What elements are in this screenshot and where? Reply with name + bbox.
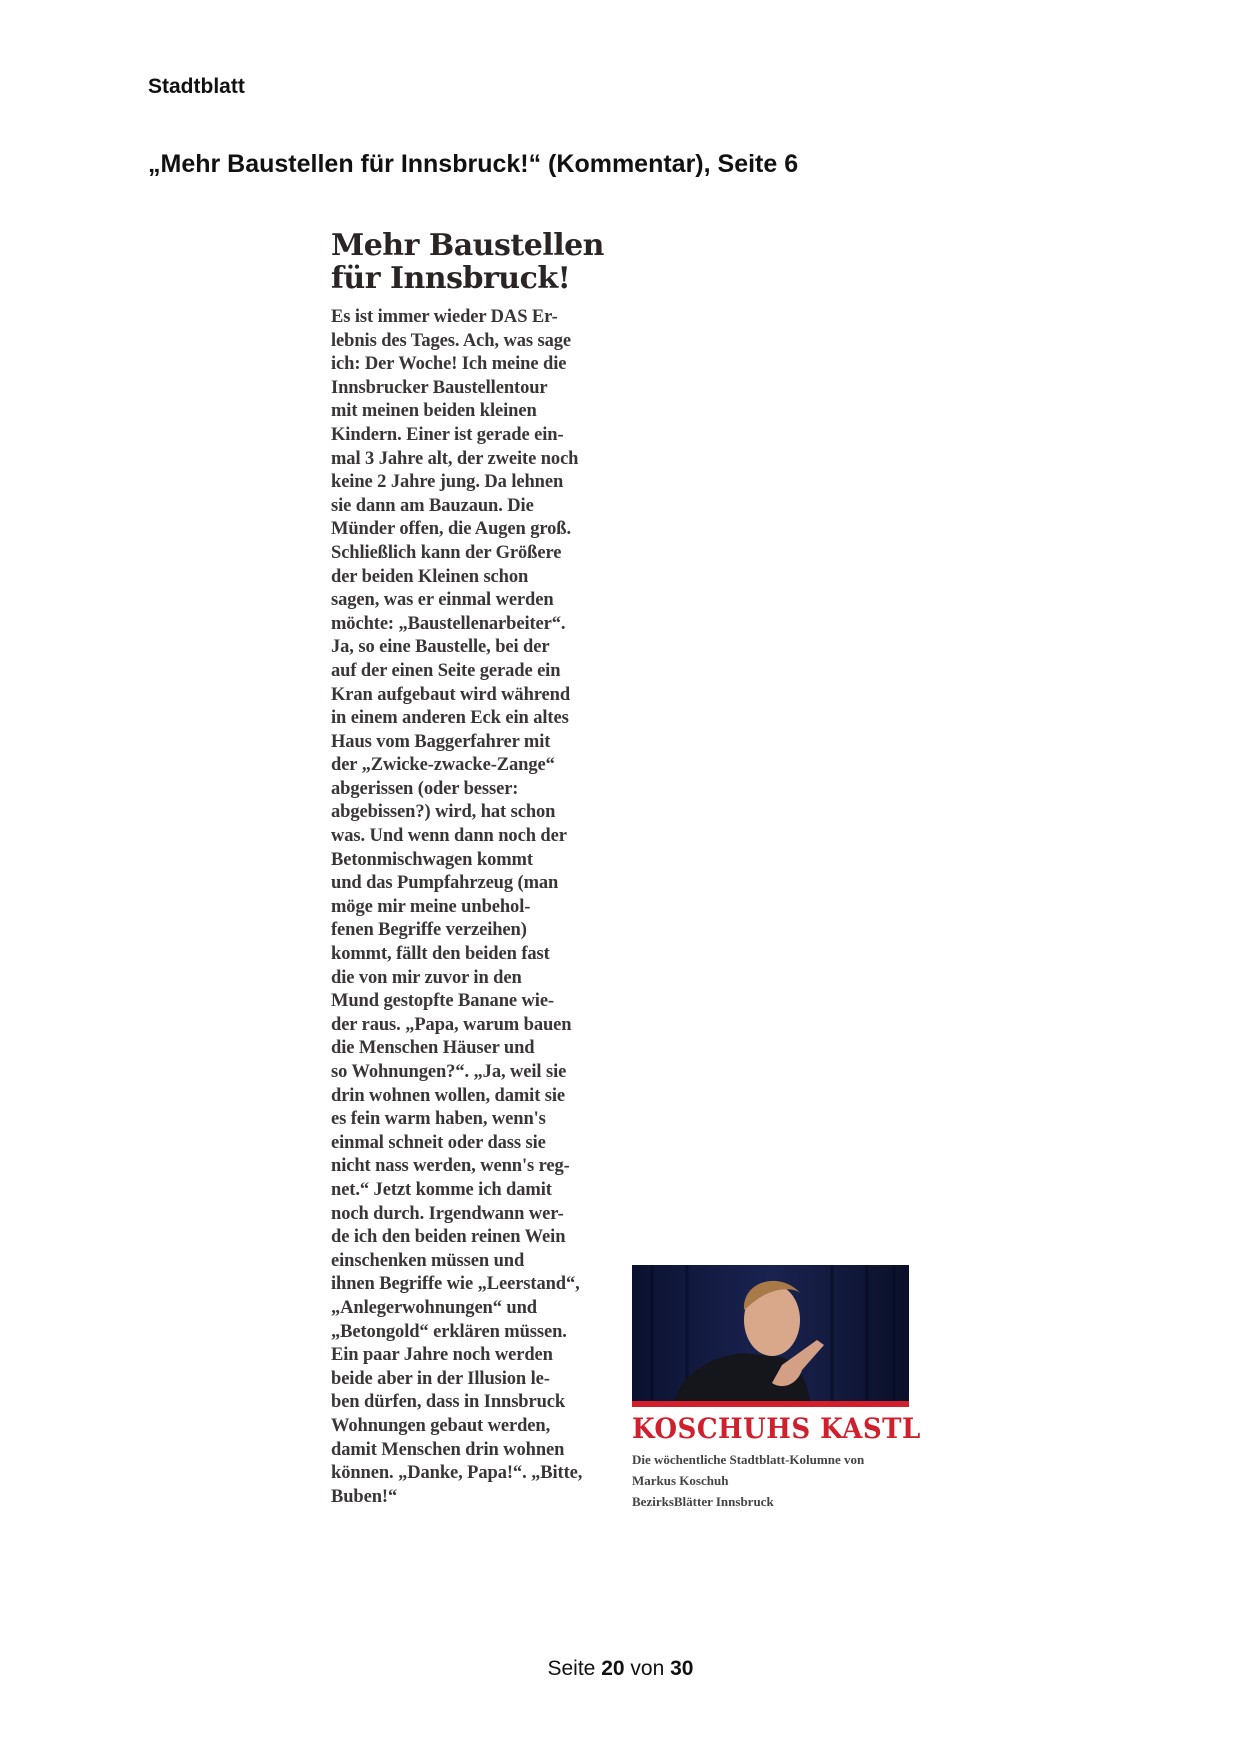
article-title-line: für Innsbruck!	[331, 261, 571, 296]
article-body-line: die Menschen Häuser und	[331, 1038, 535, 1059]
article-body-line: mal 3 Jahre alt, der zweite noch	[331, 448, 579, 469]
accent-bar	[632, 1401, 909, 1407]
article-body-line: mit meinen beiden kleinen	[331, 401, 537, 422]
page-of-label: von	[630, 1657, 665, 1680]
article-body-line: und das Pumpfahrzeug (man	[331, 873, 559, 894]
article-body-line: sagen, was er einmal werden	[331, 590, 554, 611]
article-body-line: abgebissen?) wird, hat schon	[331, 802, 556, 823]
article-body-line: können. „Danke, Papa!“. „Bitte,	[331, 1463, 583, 1484]
article-body-line: der „Zwicke-zwacke-Zange“	[331, 755, 555, 776]
article-body-line: abgerissen (oder besser:	[331, 778, 519, 799]
article-body-line: Betonmischwagen kommt	[331, 849, 533, 870]
article-body-line: noch durch. Irgendwann wer-	[331, 1203, 564, 1224]
article-body-line: Innsbrucker Baustellentour	[331, 377, 548, 398]
article-body-line: nicht nass werden, wenn's reg-	[331, 1156, 570, 1177]
article-body-line: net.“ Jetzt komme ich damit	[331, 1179, 552, 1200]
article-title	[331, 229, 604, 295]
author-photo-image	[632, 1265, 909, 1407]
article-body-line: so Wohnungen?“. „Ja, weil sie	[331, 1062, 567, 1082]
page-number	[0, 1657, 1241, 1681]
total-pages: 30	[670, 1657, 694, 1680]
article-body-line: kommt, fällt den beiden fast	[331, 944, 550, 965]
article-body-line: lebnis des Tages. Ach, was sage	[331, 330, 572, 351]
article-body-line: was. Und wenn dann noch der	[331, 826, 567, 847]
article-body-line: in einem anderen Eck ein altes	[331, 708, 569, 729]
current-page: 20	[601, 1657, 625, 1680]
article-body-line: sie dann am Bauzaun. Die	[331, 495, 534, 516]
column-caption-line: Die wöchentliche Stadtblatt-Kolumne von	[632, 1452, 865, 1467]
column-publisher: BezirksBlätter Innsbruck	[632, 1494, 774, 1509]
article-body-line: Kindern. Einer ist gerade ein-	[331, 424, 564, 445]
article-body-line: keine 2 Jahre jung. Da lehnen	[331, 472, 564, 493]
article-body-line: Buben!“	[331, 1486, 398, 1507]
page-label: Seite	[547, 1657, 596, 1680]
source-header: Stadtblatt	[148, 75, 245, 98]
article-body	[331, 306, 582, 1509]
article-body-line: die von mir zuvor in den	[331, 967, 522, 988]
article-body-line: „Betongold“ erklären müssen.	[331, 1321, 567, 1342]
article-title-line: Mehr Baustellen	[331, 228, 604, 263]
article-body-line: einmal schneit oder dass sie	[331, 1132, 546, 1153]
article-body-line: ihnen Begriffe wie „Leerstand“,	[331, 1274, 580, 1295]
article-body-line: drin wohnen wollen, damit sie	[331, 1085, 566, 1106]
article-body-line: Haus vom Baggerfahrer mit	[331, 731, 551, 752]
column-author: Markus Koschuh	[632, 1473, 729, 1488]
article-body-line: damit Menschen drin wohnen	[331, 1439, 565, 1460]
article-body-line: ich: Der Woche! Ich meine die	[331, 354, 567, 375]
article-body-line: Kran aufgebaut wird während	[331, 684, 571, 705]
document-title: „Mehr Baustellen für Innsbruck!“ (Kommentar), Seite 6	[148, 150, 799, 178]
article-body-line: möchte: „Baustellenarbeiter“.	[331, 613, 566, 634]
article-body-line: auf der einen Seite gerade ein	[331, 660, 561, 681]
article-body-line: der raus. „Papa, warum bauen	[331, 1014, 572, 1035]
article-body-line: einschenken müssen und	[331, 1250, 525, 1271]
article-body-line: Münder offen, die Augen groß.	[331, 519, 572, 540]
article-body-line: Ja, so eine Baustelle, bei der	[331, 637, 550, 658]
article-body-line: ben dürfen, dass in Innsbruck	[331, 1392, 566, 1413]
article-body-line: möge mir meine unbehol-	[331, 896, 531, 917]
article-body-line: fenen Begriffe verzeihen)	[331, 920, 527, 941]
article-body-line: Wohnungen gebaut werden,	[331, 1415, 551, 1436]
article-body-line: Ein paar Jahre noch werden	[331, 1345, 553, 1366]
author-photo	[632, 1265, 909, 1407]
column-name: KOSCHUHS KASTL	[632, 1412, 921, 1445]
article-body-line: Schließlich kann der Größere	[331, 542, 562, 563]
article-body-line: Es ist immer wieder DAS Er-	[331, 307, 558, 327]
article-body-line: Mund gestopfte Banane wie-	[331, 991, 554, 1012]
article-body-line: beide aber in der Illusion le-	[331, 1368, 550, 1389]
article-body-line: „Anlegerwohnungen“ und	[331, 1297, 537, 1318]
article-body-line: es fein warm haben, wenn's	[331, 1109, 546, 1130]
article-body-line: de ich den beiden reinen Wein	[331, 1227, 566, 1248]
article-body-line: der beiden Kleinen schon	[331, 566, 529, 587]
